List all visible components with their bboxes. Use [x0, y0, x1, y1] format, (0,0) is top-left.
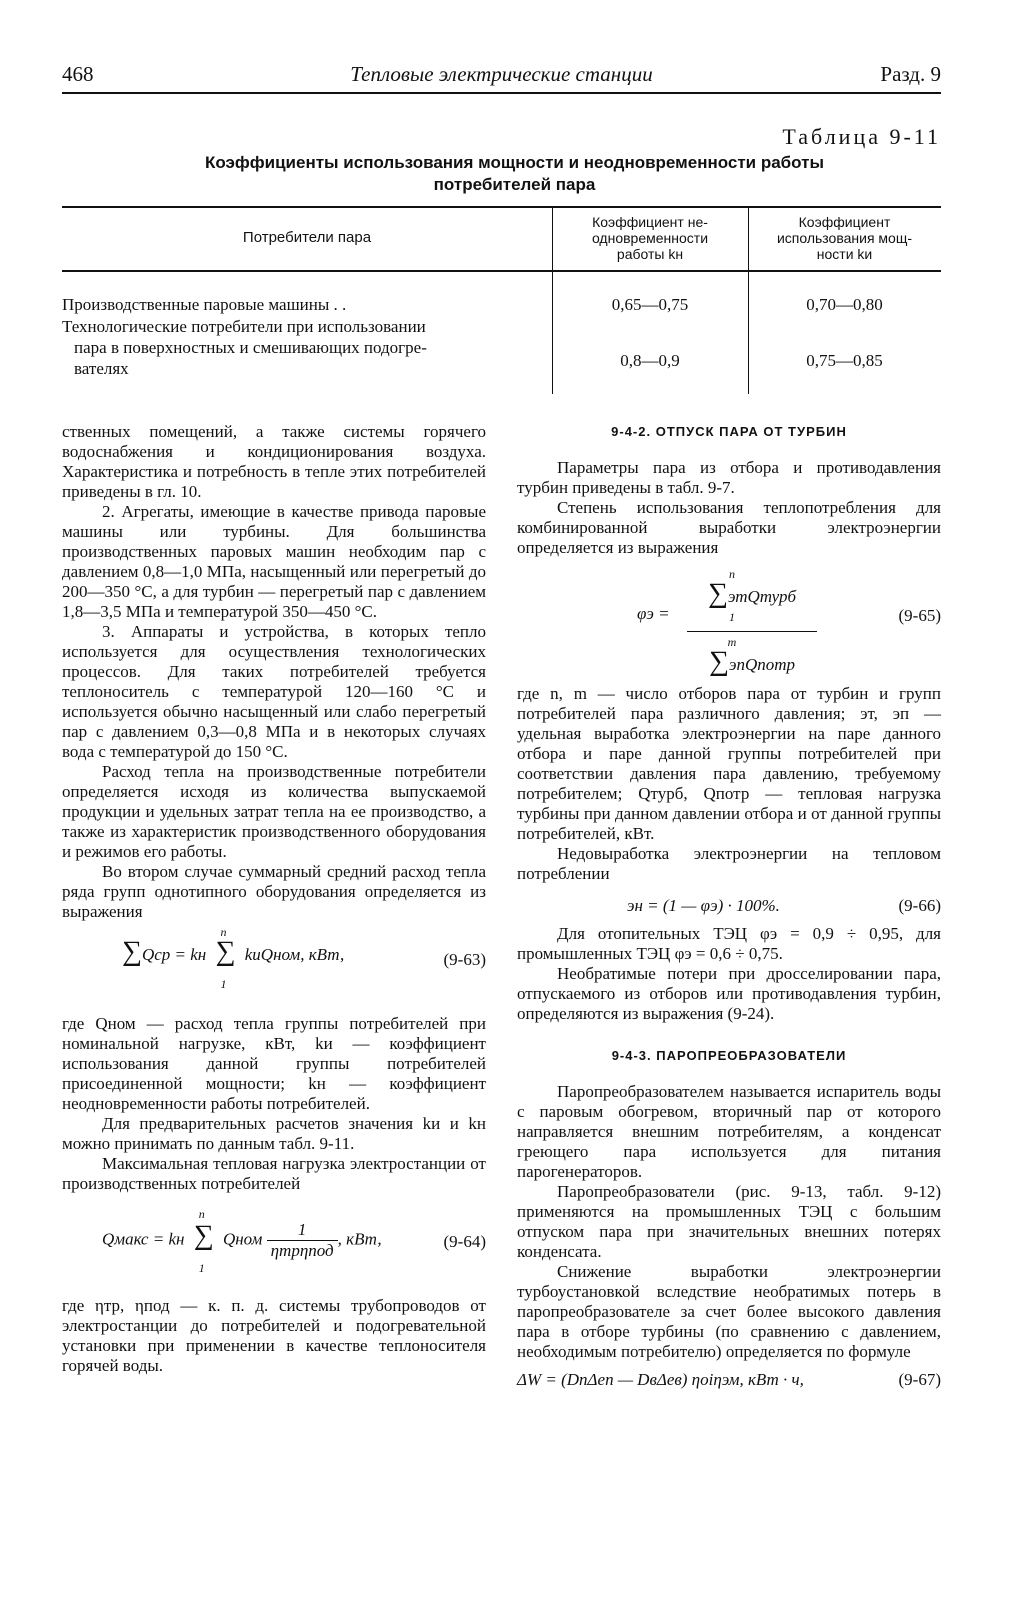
equation-number: (9-65)	[898, 606, 941, 625]
paragraph: Необратимые потери при дросселировании пара, отпускаемого из отборов или противодавления турбин, определяются из выражения (9-24).	[517, 964, 941, 1023]
table-row-2-k-non: 0,8—0,9	[620, 351, 680, 370]
table-caption: Коэффициенты использования мощности и неодновременности работы потребителей пара	[204, 153, 824, 194]
section-heading: 9-4-2. ОТПУСК ПАРА ОТ ТУРБИН	[611, 424, 847, 439]
coefficients-table	[62, 206, 941, 394]
formula-9-64: Qмакс = kн n ∑ 1 Qном $\frac{1}{\text{ηтрηпод}}$ , кВт, (9-64)	[102, 1207, 486, 1276]
paragraph: 3. Аппараты и устройства, в которых тепло используется для осуществления технологических процессов. Для таких потребителей требуется теплоноситель с температурой 120—160 °С и используется обычно насыщенный или слабо перегретый пар с давлением 0,3—0,8 МПа и в некоторых случаях вода с температурой до 150 °С.	[62, 622, 486, 761]
formula-9-66: эн = (1 — φэ) · 100%. (9-66)	[627, 896, 941, 915]
paragraph: Паропреобразователи (рис. 9-13, табл. 9-12) применяются на промышленных ТЭЦ с большим отпуском пара при значительных внешних потерях конденсата.	[517, 1182, 941, 1261]
table-number: Таблица 9-11	[782, 124, 941, 149]
equation-number: (9-63)	[443, 950, 486, 969]
section-label: Разд. 9	[880, 62, 941, 86]
running-header	[62, 58, 941, 94]
equation-number: (9-67)	[898, 1370, 941, 1389]
paragraph: Недовыработка электроэнергии на тепловом потреблении	[517, 844, 941, 883]
header-k-use: Коэффициент использования мощ- ности kи	[776, 214, 913, 262]
right-column	[517, 422, 941, 1396]
header-k-non: Коэффициент не- одновременности работы kн	[591, 214, 709, 262]
paragraph: где n, m — число отборов пара от турбин и групп потребителей пара различного давления; эт, эп — удельная выработка электроэнергии на паре данного отбора и паре данной группы потребителей при соответствии давления пара давлению, требуемому потребителем; Qтурб, Qпотр — тепловая нагрузка турбины при данном давлении отбора и от данной группы потребителей, кВт.	[517, 684, 941, 843]
table-row-2-k-use: 0,75—0,85	[806, 351, 883, 370]
header-consumers: Потребители пара	[242, 229, 372, 246]
paragraph: Для отопительных ТЭЦ φэ = 0,9 ÷ 0,95, для промышленных ТЭЦ φэ = 0,6 ÷ 0,75.	[517, 924, 941, 963]
paragraph: Степень использования теплопотребления для комбинированной выработки электроэнергии определяется из выражения	[517, 498, 941, 557]
paragraph: ственных помещений, а также системы горячего водоснабжения и кондиционирования воздуха. Характеристика и потребность в тепле этих потребителей приведены в гл. 10.	[62, 422, 486, 501]
section-heading: 9-4-3. ПАРОПРЕОБРАЗОВАТЕЛИ	[611, 1048, 847, 1063]
paragraph: где Qном — расход тепла группы потребителей при номинальной нагрузке, кВт, kи — коэффициент использования данной группы потребителей присоединенной мощности; kн — коэффициент неодновременности работы потребителей.	[62, 1014, 486, 1113]
formula-9-63: ∑Qср = kн n ∑ 1 kиQном, кВт, (9-63)	[122, 925, 486, 991]
paragraph: Паропреобразователем называется испаритель воды с паровым обогревом, вторичный пар от которого направляется внешним потребителям, а конденсат греющего пара используется для питания парогенераторов.	[517, 1082, 941, 1181]
equation-number: (9-64)	[443, 1232, 486, 1251]
table-row-1-k-use: 0,70—0,80	[806, 295, 883, 314]
paragraph: Расход тепла на производственные потребители определяется исходя из количества выпускаемой продукции и удельных затрат тепла на ее производство, а также из характеристик производственного оборудования и режимов его работы.	[62, 762, 486, 861]
running-title: Тепловые электрические станции	[350, 62, 653, 86]
formula-9-65: φэ = n ∑этQтурб 1 m ∑эпQпотр (9-65)	[517, 564, 941, 684]
paragraph: Во втором случае суммарный средний расход тепла ряда групп однотипного оборудования определяется из выражения	[62, 862, 486, 921]
paragraph: Максимальная тепловая нагрузка электростанции от производственных потребителей	[62, 1154, 486, 1193]
page-number: 468	[62, 62, 94, 86]
paragraph: Снижение выработки электроэнергии турбоустановкой вследствие необратимых потерь в паропреобразователе за счет более высокого давления пара в отборе турбины (по сравнению с давлением, необходимым потребителю) определяется по формуле	[517, 1262, 941, 1361]
paragraph: Параметры пара из отбора и противодавления турбин приведены в табл. 9-7.	[517, 458, 941, 497]
table-row-2-name: Технологические потребители при использовании пара в поверхностных и смешивающих подогре- вателях	[62, 317, 427, 378]
equation-number: (9-66)	[898, 896, 941, 915]
paragraph: Для предварительных расчетов значения kи и kн можно принимать по данным табл. 9-11.	[62, 1114, 486, 1153]
paragraph: 2. Агрегаты, имеющие в качестве привода паровые машины или турбины. Для большинства производственных паровых машин необходим пар с давлением 0,8—1,0 МПа, насыщенный или перегретый до 200—350 °С, а для турбин — перегретый пар с давлением 1,8—3,5 МПа и температурой 350—450 °С.	[62, 502, 486, 621]
table-row-1-k-non: 0,65—0,75	[611, 295, 689, 314]
table-row-1-name: Производственные паровые машины . .	[62, 295, 347, 314]
left-column	[62, 422, 486, 1376]
paragraph: где ηтр, ηпод — к. п. д. системы трубопроводов от электростанции до потребителей и подогревательной установки при применении в качестве теплоносителя горячей воды.	[62, 1296, 486, 1375]
formula-9-67: ΔW = (DпΔeп — DвΔeв) ηoiηэм, кВт · ч, (9-67)	[517, 1370, 941, 1389]
